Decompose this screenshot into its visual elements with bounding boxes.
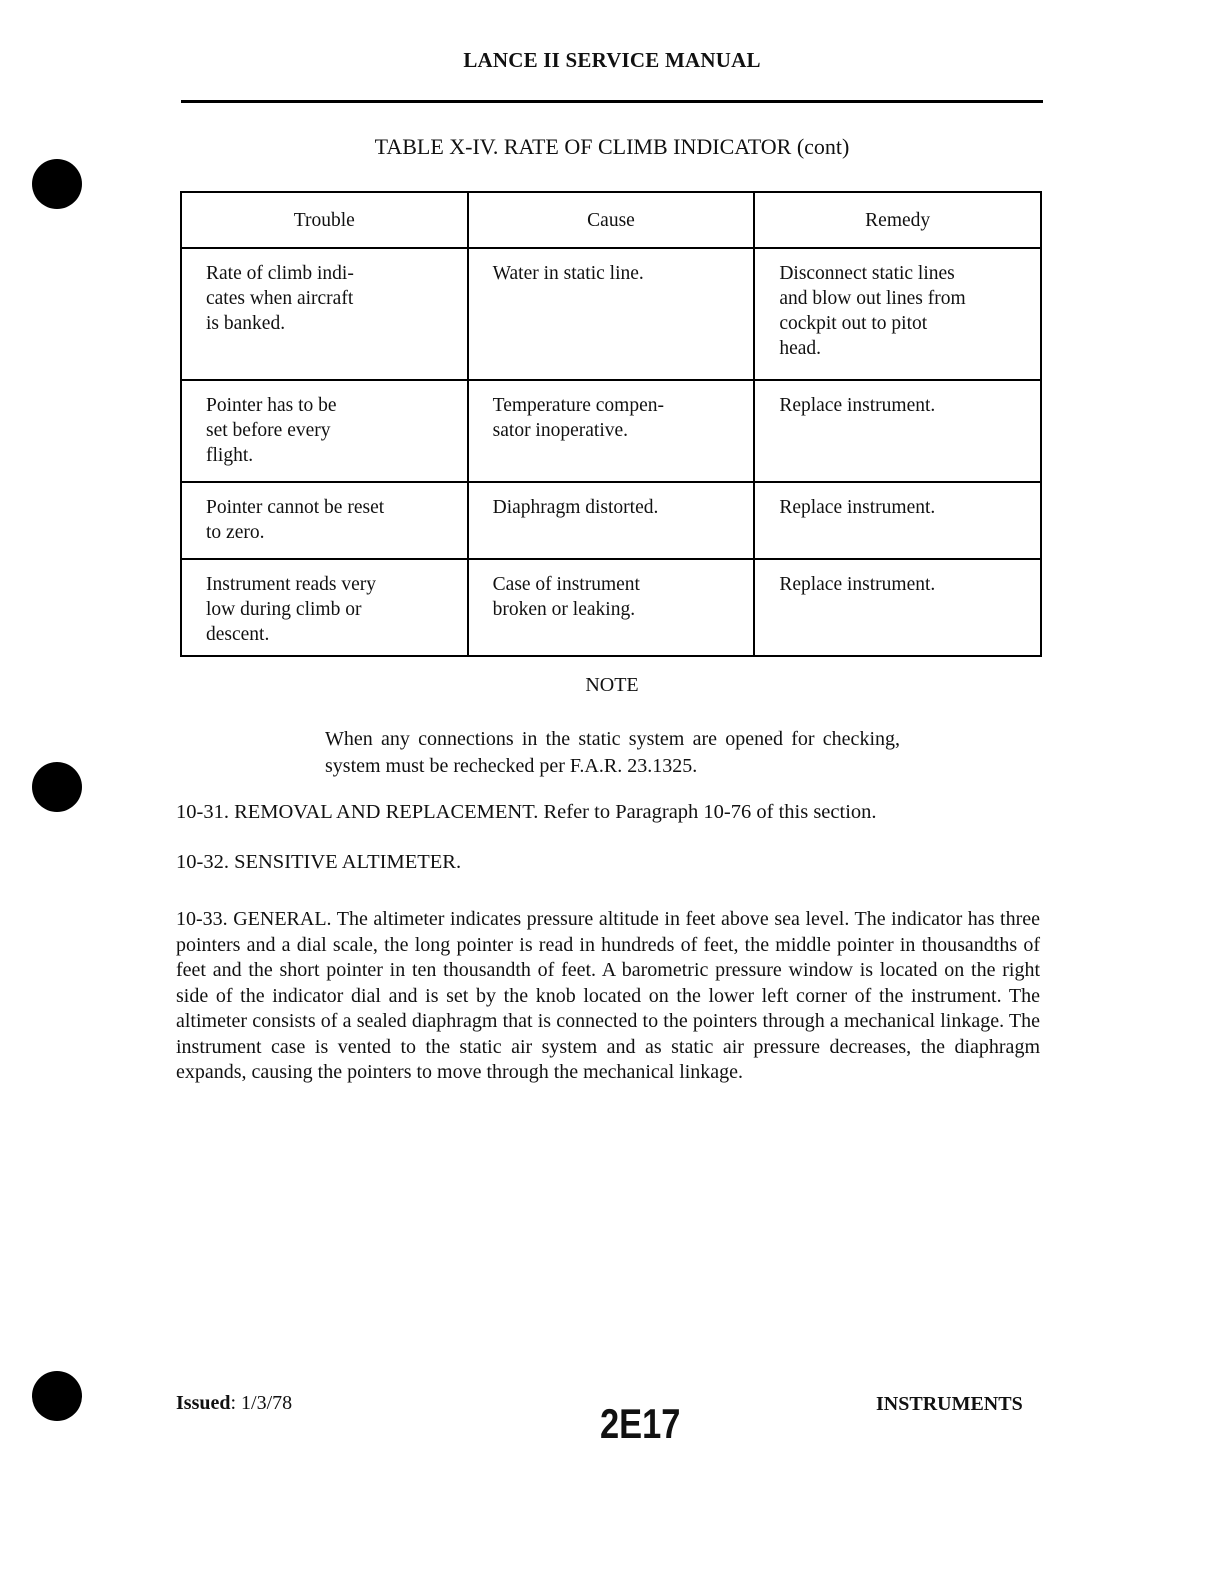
cause-cell: Diaphragm distorted. bbox=[468, 482, 755, 559]
page-code: 2E17 bbox=[600, 1400, 681, 1447]
table-row bbox=[181, 482, 1041, 559]
column-header-trouble: Trouble bbox=[181, 192, 468, 248]
issue-date bbox=[176, 1392, 292, 1415]
paragraph-10-33: 10-33. GENERAL. The altimeter indicates pressure altitude in feet above sea level. The indicator has three pointers and a dial scale, the long pointer is read in hundreds of feet, the middle pointer in thousandths of feet and the short pointer in ten thousandth of feet. A barometric pressure window is located on the right side of the indicator dial and is set by the knob located on the lower left corner of the instrument. The altimeter consists of a sealed diaphragm that is connected to the pointers through a mechanical linkage. The instrument case is vented to the static air system and as static air pressure decreases, the diaphragm expands, causing the pointers to move through the mechanical linkage. bbox=[176, 908, 1040, 1083]
troubleshooting-table bbox=[180, 191, 1042, 657]
paragraph-10-32: 10-32. SENSITIVE ALTIMETER. bbox=[176, 851, 462, 873]
table-row bbox=[181, 559, 1041, 656]
paragraph-10-31: 10-31. REMOVAL AND REPLACEMENT. Refer to Paragraph 10-76 of this section. bbox=[176, 801, 877, 823]
punch-hole-middle bbox=[32, 762, 82, 812]
column-header-cause: Cause bbox=[468, 192, 755, 248]
trouble-cell: Rate of climb indi- cates when aircraft is banked. bbox=[181, 248, 468, 380]
section-name: INSTRUMENTS bbox=[876, 1393, 1023, 1415]
table-title: TABLE X-IV. RATE OF CLIMB INDICATOR (cont) bbox=[374, 134, 850, 159]
cause-cell: Water in static line. bbox=[468, 248, 755, 380]
remedy-cell: Replace instrument. bbox=[754, 482, 1041, 559]
note-text: When any connections in the static system are opened for checking, system must be rechecked per F.A.R. 23.1325. bbox=[325, 728, 900, 777]
remedy-cell: Disconnect static lines and blow out lines from cockpit out to pitot head. bbox=[754, 248, 1041, 380]
trouble-cell: Pointer cannot be reset to zero. bbox=[181, 482, 468, 559]
punch-hole-top bbox=[32, 159, 82, 209]
table-header-row bbox=[181, 192, 1041, 248]
trouble-cell: Instrument reads very low during climb or descent. bbox=[181, 559, 468, 656]
manual-title: LANCE II SERVICE MANUAL bbox=[463, 48, 761, 72]
issued-date-value: : 1/3/78 bbox=[230, 1392, 293, 1414]
cause-cell: Temperature compen- sator inoperative. bbox=[468, 380, 755, 482]
column-header-remedy: Remedy bbox=[754, 192, 1041, 248]
issued-label: Issued bbox=[176, 1392, 231, 1414]
note-heading: NOTE bbox=[585, 674, 639, 696]
remedy-cell: Replace instrument. bbox=[754, 559, 1041, 656]
trouble-cell: Pointer has to be set before every flight. bbox=[181, 380, 468, 482]
table-row bbox=[181, 380, 1041, 482]
punch-hole-bottom bbox=[32, 1371, 82, 1421]
table-row bbox=[181, 248, 1041, 380]
cause-cell: Case of instrument broken or leaking. bbox=[468, 559, 755, 656]
remedy-cell: Replace instrument. bbox=[754, 380, 1041, 482]
header-rule bbox=[181, 100, 1043, 103]
